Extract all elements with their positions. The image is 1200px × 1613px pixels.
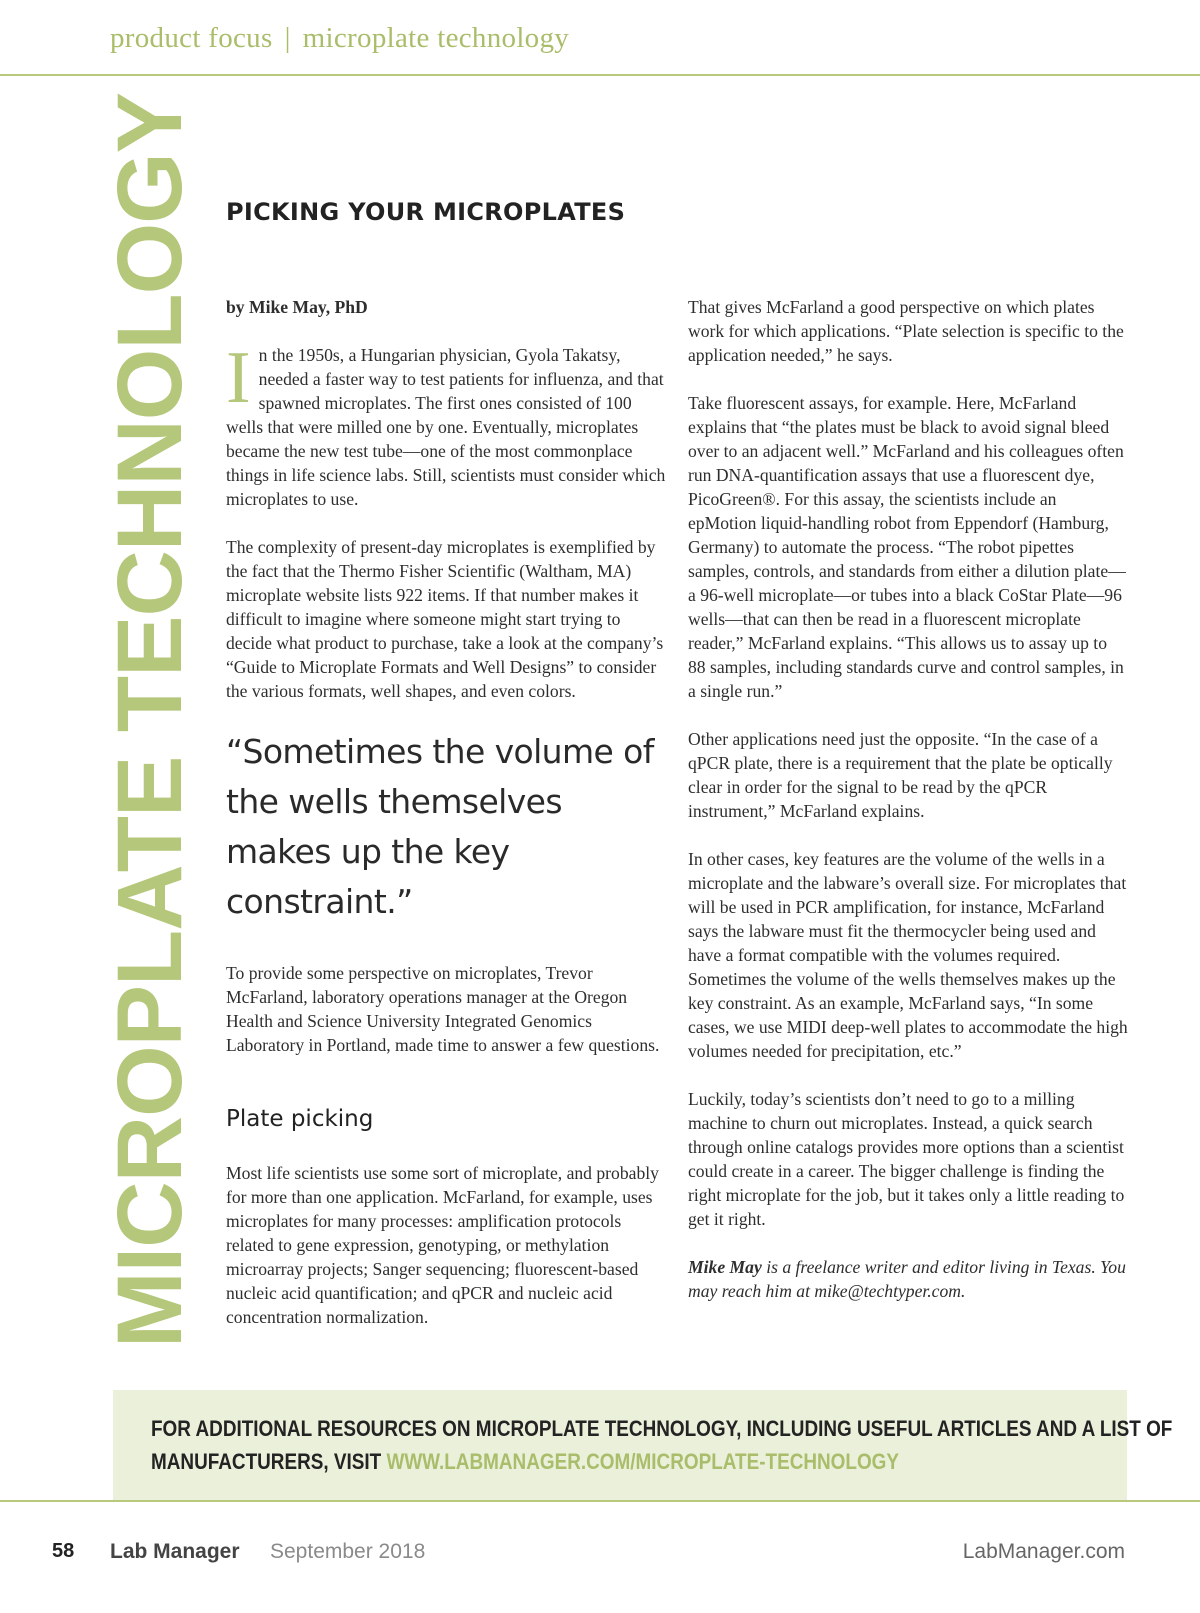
author-bio xyxy=(688,1255,1128,1303)
paragraph: The complexity of present-day microplates is exemplified by the fact that the Thermo Fisher Scientific (Waltham, MA) microplate website lists 922 items. If that number makes it difficult to imagine where someone might start trying to decide what product to purchase, take a look at the company’s “Guide to Microplate Formats and Well Designs” to consider the various formats, well shapes, and even colors. xyxy=(226,537,664,701)
section-label: product focus xyxy=(110,22,273,54)
topic-label: microplate technology xyxy=(302,22,570,54)
right-column xyxy=(688,295,1128,1327)
paragraph: Take fluorescent assays, for example. Here, McFarland explains that “the plates must be black to avoid signal bleed over to an adjacent well.” McFarland and his colleagues often run DNA-quantification assays that use a fluorescent dye, PicoGreen®. For this assay, the scientists include an epMotion liquid-handling robot from Eppendorf (Hamburg, Germany) to automate the process. “The robot pipettes samples, controls, and standards from either a dilution plate—a 96-well microplate—or tubes into a black CoStar Plate—96 wells—that can then be read in a fluorescent microplate reader,” McFarland explains. “This allows us to assay up to 88 samples, including standards curve and control samples, in a single run.” xyxy=(688,393,1126,701)
left-column xyxy=(226,295,666,1353)
article-headline: PICKING YOUR MICROPLATES xyxy=(226,198,626,226)
subheading: Plate picking xyxy=(226,1106,374,1132)
header-separator: | xyxy=(284,22,291,54)
resources-link[interactable]: WWW.LABMANAGER.COM/MICROPLATE-TECHNOLOGY xyxy=(386,1449,900,1474)
resources-line-2: MANUFACTURERS, VISIT xyxy=(151,1449,387,1474)
vertical-section-title: MICROPLATE TECHNOLOGY xyxy=(99,92,201,1348)
page-number: 58 xyxy=(52,1540,75,1562)
resources-text xyxy=(151,1412,1173,1478)
paragraph: Most life scientists use some sort of microplate, and probably for more than one application. McFarland, for example, uses microplates for many processes: amplification protocols related to gene expression, genotyping, or methylation microarray projects; Sanger sequencing; fluorescent-based nucleic acid quantification; and qPCR and nucleic acid concentration normalization. xyxy=(226,1163,659,1327)
magazine-name: Lab Manager xyxy=(110,1540,240,1563)
drop-cap: I xyxy=(226,337,251,419)
intro-text: n the 1950s, a Hungarian physician, Gyola Takatsy, needed a faster way to test patients for influenza, and that spawned microplates. The first ones consisted of 100 wells that were milled one by one. Eventually, microplates became the new test tube—one of the most commonplace things in life science labs. Still, scientists must consider which microplates to use. xyxy=(226,345,666,509)
website-link[interactable]: LabManager.com xyxy=(962,1540,1125,1563)
author-name: Mike May xyxy=(688,1257,762,1277)
footer-rule xyxy=(0,1500,1200,1502)
paragraph-intro xyxy=(226,337,666,511)
paragraph: Luckily, today’s scientists don’t need to go to a milling machine to churn out microplates. Instead, a quick search through online catalogs provides more options than a scientist could create in a career. The bigger challenge is finding the right microplate for the job, but it takes only a little reading to get it right. xyxy=(688,1089,1125,1229)
author-bio-text: is a freelance writer and editor living in Texas. You may reach him at mike@techtyper.com. xyxy=(688,1257,1126,1301)
resources-callout xyxy=(113,1390,1173,1500)
paragraph: In other cases, key features are the volume of the wells in a microplate and the labware’s overall size. For microplates that will be used in PCR amplification, for instance, McFarland says the labware must fit the thermocycler being used and have a format compatible with the volumes required. Sometimes the volume of the wells themselves makes up the key constraint. As an example, McFarland says, “In some cases, we use MIDI deep-well plates to accommodate the high volumes needed for precipitation, etc.” xyxy=(688,849,1128,1061)
issue-date: September 2018 xyxy=(270,1540,426,1563)
byline: by Mike May, PhD xyxy=(226,297,368,317)
running-header xyxy=(110,22,569,55)
paragraph: To provide some perspective on microplates, Trevor McFarland, laboratory operations manager at the Oregon Health and Science University Integrated Genomics Laboratory in Portland, made time to answer a few questions. xyxy=(226,963,660,1055)
paragraph: That gives McFarland a good perspective on which plates work for which applications. “Plate selection is specific to the application needed,” he says. xyxy=(688,297,1124,365)
pull-quote: “Sometimes the volume of the wells themselves makes up the key constraint.” xyxy=(226,732,654,921)
paragraph: Other applications need just the opposite. “In the case of a qPCR plate, there is a requirement that the plate be optically clear in order for the signal to be read by the qPCR instrument,” McFarland explains. xyxy=(688,729,1113,821)
resources-line-1: FOR ADDITIONAL RESOURCES ON MICROPLATE TECHNOLOGY, INCLUDING USEFUL ARTICLES AND A LIST OF xyxy=(151,1416,1173,1441)
header-rule xyxy=(0,74,1200,76)
